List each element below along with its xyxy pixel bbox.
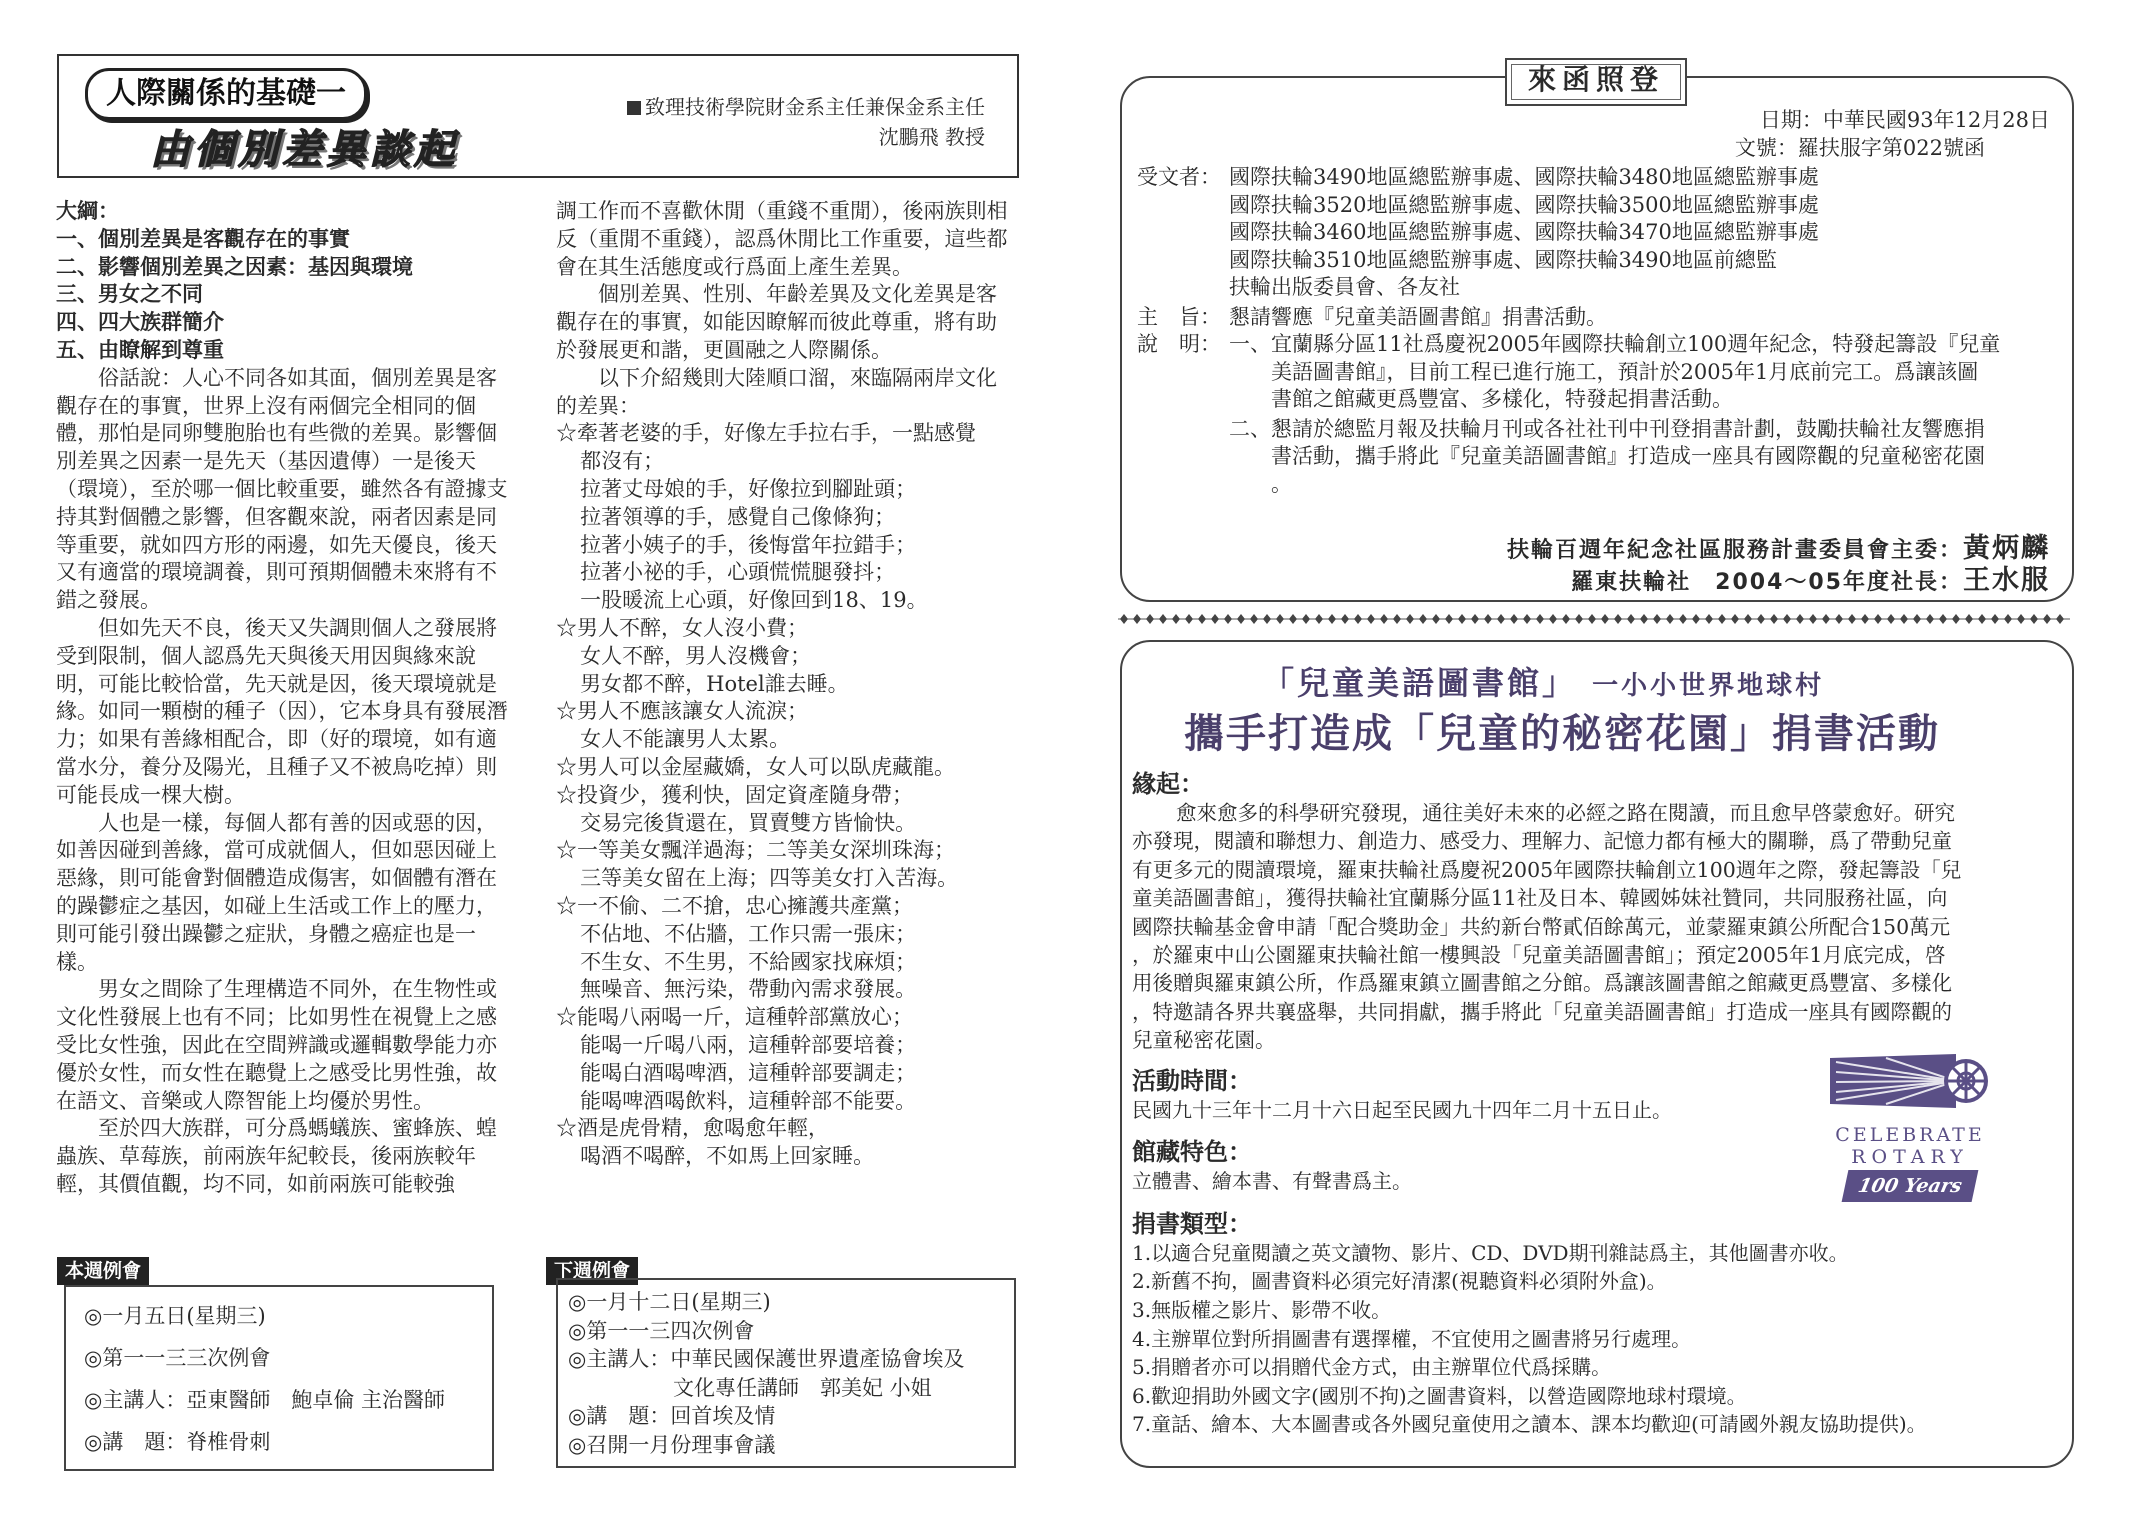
this-week-box bbox=[64, 1285, 494, 1471]
article-paragraph: 至於四大族群，可分爲螞蟻族、蜜蜂族、蝗蟲族、草莓族，前兩族年紀較長，後兩族較年輕，其價值觀，均不同，如前兩族可能較強 bbox=[56, 1116, 497, 1196]
outline-heading: 大綱： bbox=[56, 199, 119, 223]
article-paragraph: 男女之間除了生理構造不同外，在生物性或文化性發展上也有不同；比如男性在視覺上之感受比女性強，因此在空間辨識或邏輯數學能力亦優於女性，而女性在聽覺上之感受比男性強，故在語文、音樂或人際智能上均優於男性。 bbox=[56, 977, 497, 1113]
author-name: 沈鵬飛 教授 bbox=[878, 125, 985, 149]
article-paragraph: 但如先天不良，後天又失調則個人之發展將受到限制，個人認爲先天與後天用因與緣來說明，可能比較恰當，先天就是因，後天環境就是緣。如同一顆樹的種子（因），它本身具有發展潛力；如果有善緣相配合，即（好的環境，如有適當水分，養分及陽光，且種子又不被鳥吃掉）則可能長成一棵大樹。 bbox=[56, 615, 508, 807]
saying-line: 拉著領導的手，感覺自己像條狗； bbox=[580, 504, 896, 529]
origin-line: 亦發現，閱讀和聯想力、創造力、感受力、理解力、記憶力都有極大的關聯，爲了帶動兒童 bbox=[1132, 829, 1952, 854]
saying-line: ☆投資少，獲利快，固定資產隨身帶； bbox=[556, 782, 913, 807]
explain-line: 書活動，攜手將此『兒童美語圖書館』打造成一座具有國際觀的兒童秘密花園 bbox=[1271, 444, 1985, 468]
next-week-tab: 下週例會 bbox=[546, 1257, 638, 1285]
recipient-line: 國際扶輪3460地區總監辦事處、國際扶輪3470地區總監辦事處 bbox=[1229, 220, 1819, 244]
letter-meta bbox=[1620, 106, 2050, 162]
type-item: 7.童話、繪本、大本圖書或各外國兒童使用之讀本、課本均歡迎(可請國外親友協助提供)。 bbox=[1132, 1412, 1927, 1437]
signature-role: 扶輪百週年紀念社區服務計畫委員會主委： bbox=[1506, 538, 1963, 563]
saying-line: 拉著丈母娘的手，好像拉到腳趾頭； bbox=[580, 476, 917, 501]
series-label: 人際關係的基礎一 bbox=[85, 68, 367, 120]
decorative-divider bbox=[1118, 612, 2070, 626]
article-paragraph: 人也是一樣，每個人都有善的因或惡的因，如善因碰到善緣，當可成就個人，但如惡因碰上惡緣，則可能會對個體造成傷害，如個體有潛在的躁鬱症之基因，如碰上生活或工作上的壓力，則可能引發出躁鬱之症狀，身體之癌症也是一樣。 bbox=[56, 810, 497, 974]
origin-heading: 緣起： bbox=[1132, 770, 1204, 798]
recipient-line: 國際扶輪3510地區總監辦事處、國際扶輪3490地區前總監 bbox=[1229, 247, 1777, 272]
article-title: 由個別差異談起 bbox=[150, 127, 458, 173]
saying-line: 喝酒不喝醉，不如馬上回家睡。 bbox=[580, 1144, 875, 1169]
signature-name: 王水服 bbox=[1963, 565, 2050, 596]
type-item: 3.無版權之影片、影帶不收。 bbox=[1132, 1298, 1392, 1323]
subject-label: 主 旨： bbox=[1137, 304, 1221, 329]
meeting-line: ◎第一一三四次例會 bbox=[568, 1318, 755, 1343]
saying-line: ☆酒是虎骨精，愈喝愈年輕， bbox=[556, 1116, 829, 1141]
outline-item: 五、由瞭解到尊重 bbox=[56, 337, 224, 362]
subject-text: 懇請響應『兒童美語圖書館』捐書活動。 bbox=[1229, 304, 1607, 329]
outline-item: 二、影響個別差異之因素：基因與環境 bbox=[56, 254, 413, 279]
sayings-list bbox=[556, 420, 1016, 1171]
article-paragraph: 以下介紹幾則大陸順口溜，來臨隔兩岸文化的差異： bbox=[556, 365, 997, 418]
next-week-box bbox=[556, 1278, 1016, 1468]
explain-line: 書館之館藏更爲豐富、多樣化，特發起捐書活動。 bbox=[1271, 387, 1733, 411]
saying-group bbox=[556, 893, 1016, 1004]
letter-date: 日期：中華民國93年12月28日 bbox=[1759, 108, 2050, 132]
saying-line: ☆一等美女飄洋過海；二等美女深圳珠海； bbox=[556, 838, 955, 863]
saying-line: 不生女、不生男，不給國家找麻煩； bbox=[580, 949, 917, 974]
origin-line: 國際扶輪基金會申請「配合獎助金」共約新台幣貳佰餘萬元，並蒙羅東鎮公所配合150萬元 bbox=[1132, 914, 1951, 939]
meeting-line: ◎召開一月份理事會議 bbox=[568, 1432, 776, 1457]
letter-tag-label: 來函照登 bbox=[1527, 63, 1664, 96]
campaign-title-line1 bbox=[1262, 658, 1824, 704]
meeting-line: ◎講 題：脊椎骨刺 bbox=[84, 1430, 271, 1454]
logo-text-3: 100 Years bbox=[1842, 1170, 1979, 1202]
type-item: 6.歡迎捐助外國文字(國別不拘)之圖書資料，以營造國際地球村環境。 bbox=[1132, 1383, 1747, 1408]
types-heading: 捐書類型： bbox=[1132, 1209, 1252, 1238]
saying-line: 都沒有； bbox=[580, 449, 665, 474]
recipient-line: 國際扶輪3520地區總監辦事處、國際扶輪3500地區總監辦事處 bbox=[1229, 192, 1819, 217]
period-text: 民國九十三年十二月十六日起至民國九十四年二月十五日止。 bbox=[1132, 1097, 1672, 1122]
author-box bbox=[570, 92, 985, 152]
explain-number: 一、 bbox=[1229, 332, 1271, 356]
saying-group bbox=[556, 1004, 1016, 1115]
explain-line: 。 bbox=[1271, 471, 1292, 496]
saying-group bbox=[556, 698, 1016, 754]
feature-text: 立體書、繪本書、有聲書爲主。 bbox=[1132, 1169, 1412, 1194]
saying-group bbox=[556, 420, 1016, 615]
saying-line: 一股暖流上心頭，好像回到18、19。 bbox=[580, 588, 928, 613]
origin-line: 童美語圖書館」，獲得扶輪社宜蘭縣分區11社及日本、韓國姊妹社贊同，共同服務社區，向 bbox=[1132, 886, 1948, 911]
feature-heading: 館藏特色： bbox=[1132, 1138, 1252, 1167]
saying-line: 不佔地、不佔牆，工作只需一張床； bbox=[580, 921, 917, 946]
celebrate-rotary-logo bbox=[1826, 1050, 1994, 1210]
explain-line: 美語圖書館』，目前工程已進行施工，預計於2005年1月底前完工。爲讓該圖 bbox=[1271, 359, 1979, 384]
outline-item: 四、四大族群簡介 bbox=[56, 310, 224, 335]
logo-text-2: ROTARY bbox=[1851, 1146, 1969, 1168]
saying-line: 能喝白酒喝啤酒，這種幹部要調走； bbox=[580, 1060, 917, 1085]
origin-line: 愈來愈多的科學研究發現，通往美好未來的必經之路在閱讀，而且愈早啓蒙愈好。研究 bbox=[1176, 801, 1955, 825]
period-heading: 活動時間： bbox=[1132, 1066, 1252, 1095]
letter-tag bbox=[1505, 58, 1687, 106]
saying-line: 無噪音、無污染，帶動內需求發展。 bbox=[580, 977, 917, 1002]
campaign-title-sub: 一小小世界地球村 bbox=[1592, 671, 1825, 701]
explain-line: 懇請於總監月報及扶輪月刊或各社社刊中刊登捐書計劃，鼓勵扶輪社友響應捐 bbox=[1271, 416, 1985, 441]
meeting-line: ◎一月五日(星期三) bbox=[84, 1304, 266, 1328]
origin-line: ，於羅東中山公園羅東扶輪社館一樓興設「兒童美語圖書館」；預定2005年1月底完成，啓 bbox=[1132, 943, 1946, 968]
article-paragraph: 調工作而不喜歡休閒（重錢不重閒），後兩族則相反（重閒不重錢），認爲休閒比工作重要，這些都會在其生活態度或行爲面上產生差異。 bbox=[556, 199, 1008, 279]
article-column-1 bbox=[56, 198, 516, 1199]
explain-label: 說 明： bbox=[1137, 332, 1221, 356]
saying-line: 拉著小祕的手，心頭慌慌腿發抖； bbox=[580, 560, 896, 585]
square-bullet-icon bbox=[627, 101, 641, 115]
article-paragraph: 個別差異、性別、年齡差異及文化差異是客觀存在的事實，如能因瞭解而彼此尊重，將有助於發展更和諧，更圓融之人際關係。 bbox=[556, 282, 997, 362]
saying-group bbox=[556, 615, 1016, 698]
saying-line: ☆能喝八兩喝一斤，這種幹部黨放心； bbox=[556, 1005, 913, 1030]
type-item: 2.新舊不拘，圖書資料必須完好清潔(視聽資料必須附外盒)。 bbox=[1132, 1269, 1667, 1294]
meeting-line: ◎講 題：回首埃及情 bbox=[568, 1404, 776, 1428]
signature-name: 黃炳麟 bbox=[1963, 533, 2050, 564]
letter-doc-no: 文號：羅扶服字第022號函 bbox=[1734, 136, 1985, 160]
saying-line: ☆男人不應該讓女人流淚； bbox=[556, 699, 808, 724]
article-paragraph: 俗話說：人心不同各如其面，個別差異是客觀存在的事實，世界上沒有兩個完全相同的個體，那怕是同卵雙胞胎也有些微的差異。影響個別差異之因素一是先天（基因遺傳）一是後天（環境），至於哪一個比較重要，雖然各有證據支持其對個體之影響，但客觀來說，兩者因素是同等重要，就如四方形的兩邊，如先天優良，後天又有適當的環境調養，則可預期個體未來將有不錯之發展。 bbox=[56, 365, 508, 613]
outline-item: 一、個別差異是客觀存在的事實 bbox=[56, 226, 350, 251]
type-item: 1.以適合兒童閱讀之英文讀物、影片、CD、DVD期刊雜誌爲主，其他圖書亦收。 bbox=[1132, 1240, 1849, 1265]
origin-line: ，特邀請各界共襄盛舉，共同捐獻，攜手將此「兒童美語圖書館」打造成一座具有國際觀的 bbox=[1132, 999, 1952, 1024]
meeting-line: ◎一月十二日(星期三) bbox=[568, 1290, 771, 1314]
author-affiliation: 致理技術學院財金系主任兼保金系主任 bbox=[645, 95, 985, 119]
meeting-line: ◎主講人：亞東醫師 鮑卓倫 主治醫師 bbox=[84, 1388, 445, 1412]
saying-line: 女人不醉，男人沒機會； bbox=[580, 643, 812, 668]
recipient-line: 國際扶輪3490地區總監辦事處、國際扶輪3480地區總監辦事處 bbox=[1229, 165, 1819, 189]
type-item: 5.捐贈者亦可以捐贈代金方式，由主辦單位代爲採購。 bbox=[1132, 1355, 1612, 1380]
saying-line: 能喝一斤喝八兩，這種幹部要培養； bbox=[580, 1032, 917, 1057]
campaign-title-line2: 攜手打造成「兒童的秘密花園」捐書活動 bbox=[1184, 711, 1940, 757]
origin-line: 用後贈與羅東鎮公所，作爲羅東鎮立圖書館之分館。爲讓該圖書館之館藏更爲豐富、多樣化 bbox=[1132, 971, 1952, 996]
origin-line: 有更多元的閱讀環境，羅東扶輪社爲慶祝2005年國際扶輪創立100週年之際，發起籌設「兒 bbox=[1132, 857, 1962, 882]
explain-number: 二、 bbox=[1229, 416, 1271, 441]
saying-line: 三等美女留在上海；四等美女打入苦海。 bbox=[580, 866, 959, 891]
recipient-line: 扶輪出版委員會、各友社 bbox=[1229, 275, 1460, 299]
saying-group bbox=[556, 1115, 1016, 1171]
saying-line: ☆牽著老婆的手，好像左手拉右手，一點感覺 bbox=[556, 421, 976, 446]
outline-item: 三、男女之不同 bbox=[56, 282, 203, 307]
meeting-line: ◎主講人：中華民國保護世界遺產協會埃及 bbox=[568, 1347, 965, 1371]
logo-text-1: CELEBRATE bbox=[1835, 1124, 1985, 1146]
saying-line: 女人不能讓男人太累。 bbox=[580, 727, 791, 752]
this-week-tab: 本週例會 bbox=[57, 1257, 149, 1285]
meeting-line: 文化專任講師 郭美妃 小姐 bbox=[568, 1375, 932, 1400]
saying-line: ☆男人不醉，女人沒小費； bbox=[556, 615, 808, 640]
meeting-line: ◎第一一三三次例會 bbox=[84, 1346, 271, 1370]
saying-line: 交易完後貨還在，買賣雙方皆愉快。 bbox=[580, 810, 917, 835]
saying-group bbox=[556, 754, 1016, 782]
campaign-title-main: 「兒童美語圖書館」 bbox=[1262, 664, 1578, 702]
saying-line: 拉著小姨子的手，後悔當年拉錯手； bbox=[580, 532, 917, 557]
saying-group bbox=[556, 782, 1016, 838]
origin-line: 兒童秘密花園。 bbox=[1132, 1028, 1276, 1053]
recipients-label: 受文者： bbox=[1137, 165, 1221, 189]
type-item: 4.主辦單位對所捐圖書有選擇權，不宜使用之圖書將另行處理。 bbox=[1132, 1326, 1692, 1351]
signature-role: 羅東扶輪社 2004～05年度社長： bbox=[1571, 570, 1963, 595]
rotary-flag-icon bbox=[1826, 1050, 1994, 1114]
saying-line: 男女都不醉，Hotel誰去睡。 bbox=[580, 671, 849, 696]
saying-line: ☆男人可以金屋藏嬌，女人可以臥虎藏龍。 bbox=[556, 754, 955, 779]
signature-2 bbox=[1571, 558, 2050, 597]
explain-line: 宜蘭縣分區11社爲慶祝2005年國際扶輪創立100週年紀念，特發起籌設『兒童 bbox=[1271, 332, 2001, 356]
article-column-2 bbox=[556, 198, 1016, 1171]
letter-body bbox=[1137, 164, 2000, 498]
saying-group bbox=[556, 837, 1016, 893]
saying-line: 能喝啤酒喝飲料，這種幹部不能要。 bbox=[580, 1088, 917, 1113]
saying-line: ☆一不偷、二不搶，忠心擁護共產黨； bbox=[556, 893, 913, 918]
